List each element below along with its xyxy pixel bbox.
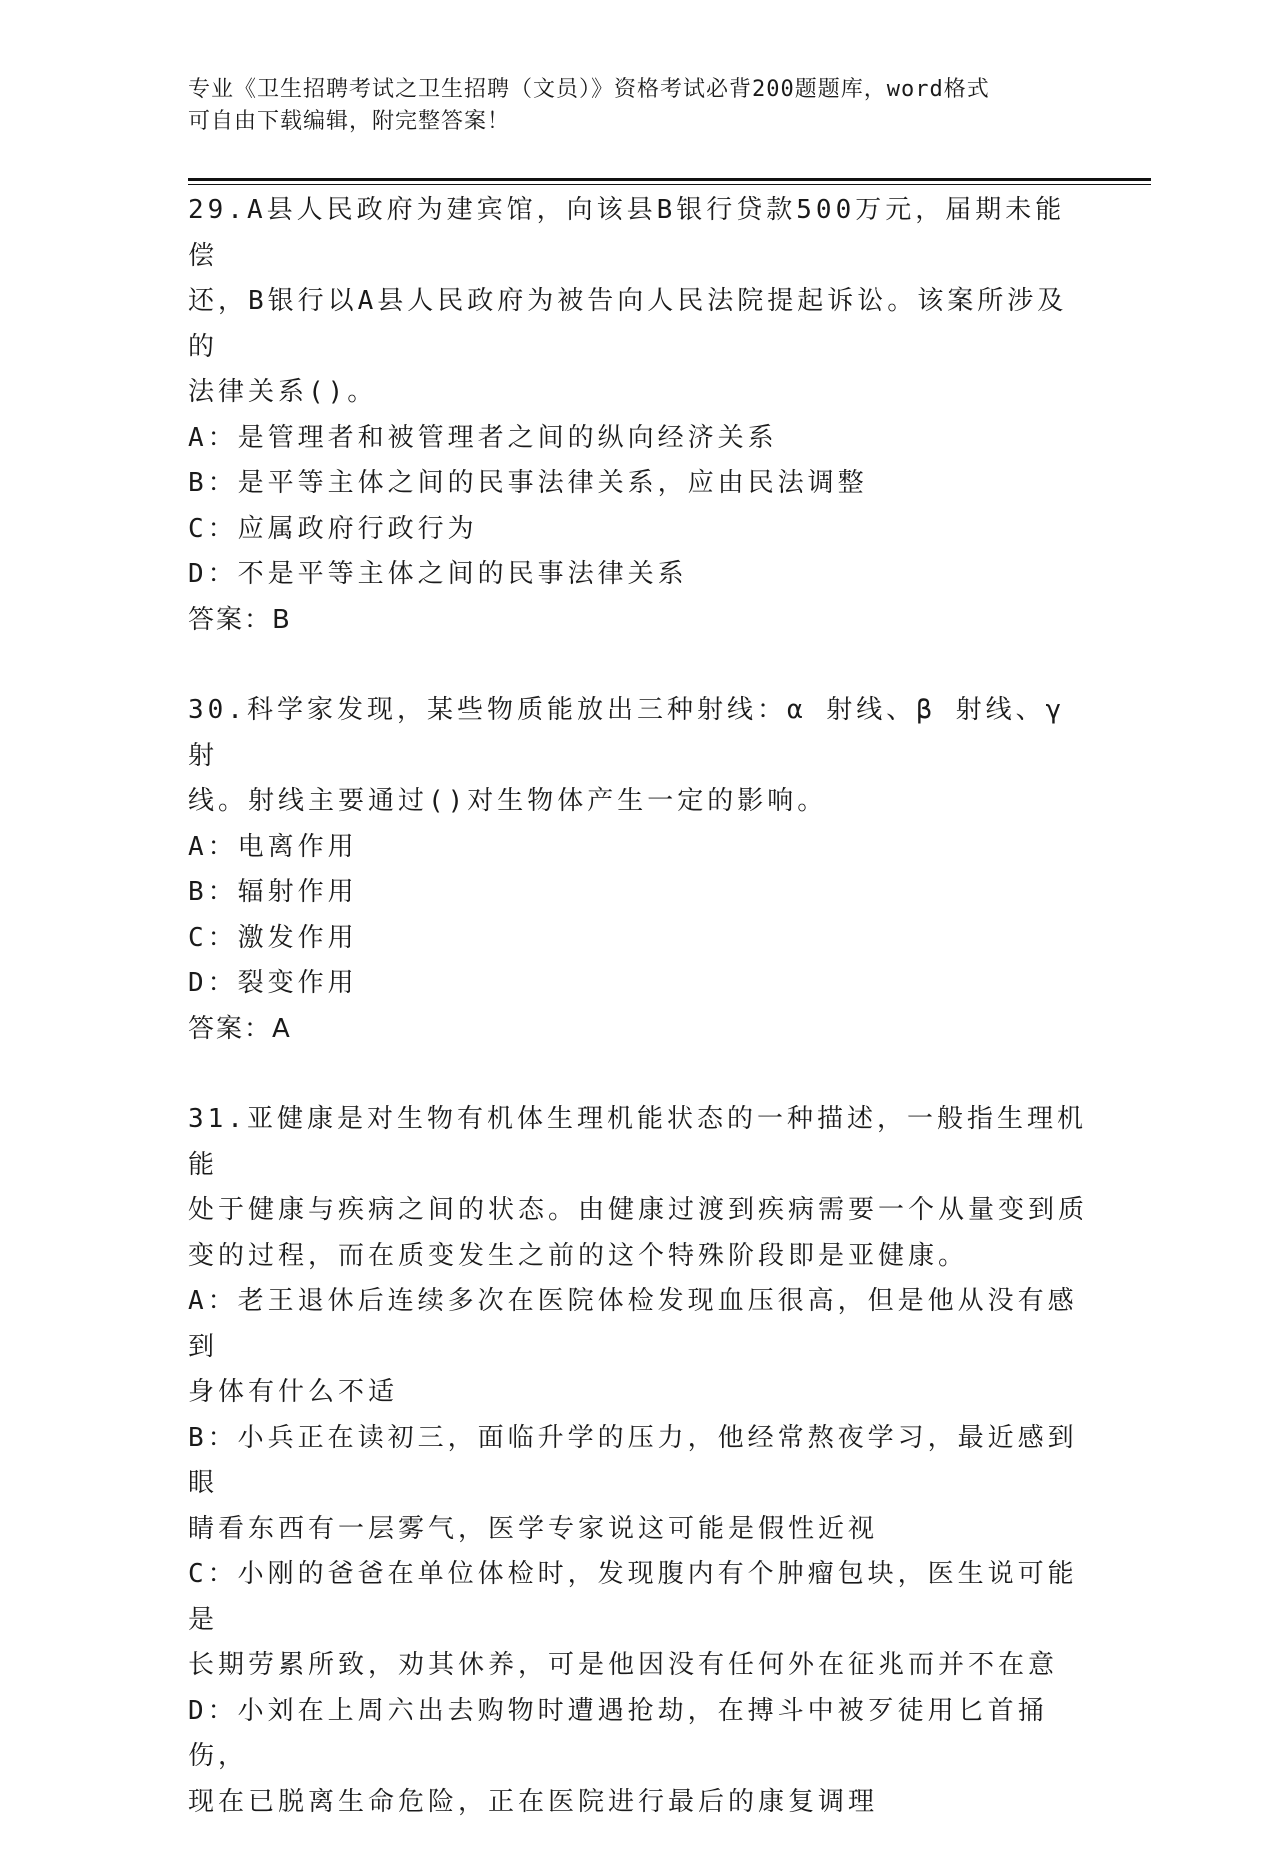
option-a: A：老王退休后连续多次在医院体检发现血压很高，但是他从没有感到 bbox=[188, 1286, 1078, 1362]
option-d: D：不是平等主体之间的民事法律关系 bbox=[188, 559, 688, 589]
option-c: C：应属政府行政行为 bbox=[188, 513, 478, 544]
answer-label: 答案：A bbox=[188, 1013, 292, 1044]
header-line: 专业《卫生招聘考试之卫生招聘（文员）》资格考试必背200题题库，word格式 bbox=[188, 77, 990, 102]
question-30 bbox=[188, 688, 1088, 1052]
option-b-continued: 睛看东西有一层雾气，医学专家说这可能是假性近视 bbox=[188, 1513, 879, 1544]
document-header bbox=[188, 74, 1068, 138]
question-stem-line: 处于健康与疾病之间的状态。由健康过渡到疾病需要一个从量变到质 bbox=[188, 1195, 1089, 1225]
question-list bbox=[188, 188, 1088, 1870]
question-31 bbox=[188, 1097, 1088, 1825]
header-line: 可自由下载编辑，附完整答案！ bbox=[188, 109, 511, 134]
option-b: B：辐射作用 bbox=[188, 877, 358, 907]
question-stem-line: 还，B银行以A县人民政府为被告向人民法院提起诉讼。该案所涉及的 bbox=[188, 286, 1068, 362]
option-d: D：小刘在上周六出去购物时遭遇抢劫，在搏斗中被歹徒用匕首捅伤， bbox=[188, 1695, 1048, 1771]
question-stem-line: 线。射线主要通过()对生物体产生一定的影响。 bbox=[188, 786, 828, 816]
question-stem-line: 29.A县人民政府为建宾馆，向该县B银行贷款500万元，届期未能偿 bbox=[188, 195, 1066, 271]
option-a-continued: 身体有什么不适 bbox=[188, 1377, 399, 1407]
answer-label: 答案：B bbox=[188, 604, 292, 635]
option-a: A：电离作用 bbox=[188, 831, 358, 862]
question-stem-line: 法律关系()。 bbox=[188, 377, 378, 407]
option-c: C：激发作用 bbox=[188, 922, 358, 953]
header-rule-thin bbox=[188, 184, 1151, 185]
option-d-continued: 现在已脱离生命危险，正在医院进行最后的康复调理 bbox=[188, 1786, 879, 1817]
question-stem-line: 31.亚健康是对生物有机体生理机能状态的一种描述，一般指生理机能 bbox=[188, 1104, 1087, 1180]
question-29 bbox=[188, 188, 1088, 643]
option-c-continued: 长期劳累所致，劝其休养，可是他因没有任何外在征兆而并不在意 bbox=[188, 1650, 1059, 1680]
option-d: D：裂变作用 bbox=[188, 968, 358, 998]
option-c: C：小刚的爸爸在单位体检时，发现腹内有个肿瘤包块，医生说可能是 bbox=[188, 1559, 1078, 1635]
question-stem-line: 变的过程，而在质变发生之前的这个特殊阶段即是亚健康。 bbox=[188, 1240, 969, 1271]
option-b: B：是平等主体之间的民事法律关系，应由民法调整 bbox=[188, 468, 868, 498]
question-stem-line: 30.科学家发现，某些物质能放出三种射线：α 射线、β 射线、γ 射 bbox=[188, 695, 1085, 771]
option-b: B：小兵正在读初三，面临升学的压力，他经常熬夜学习，最近感到眼 bbox=[188, 1422, 1078, 1498]
option-a: A：是管理者和被管理者之间的纵向经济关系 bbox=[188, 422, 778, 453]
header-rule-thick bbox=[188, 178, 1151, 181]
